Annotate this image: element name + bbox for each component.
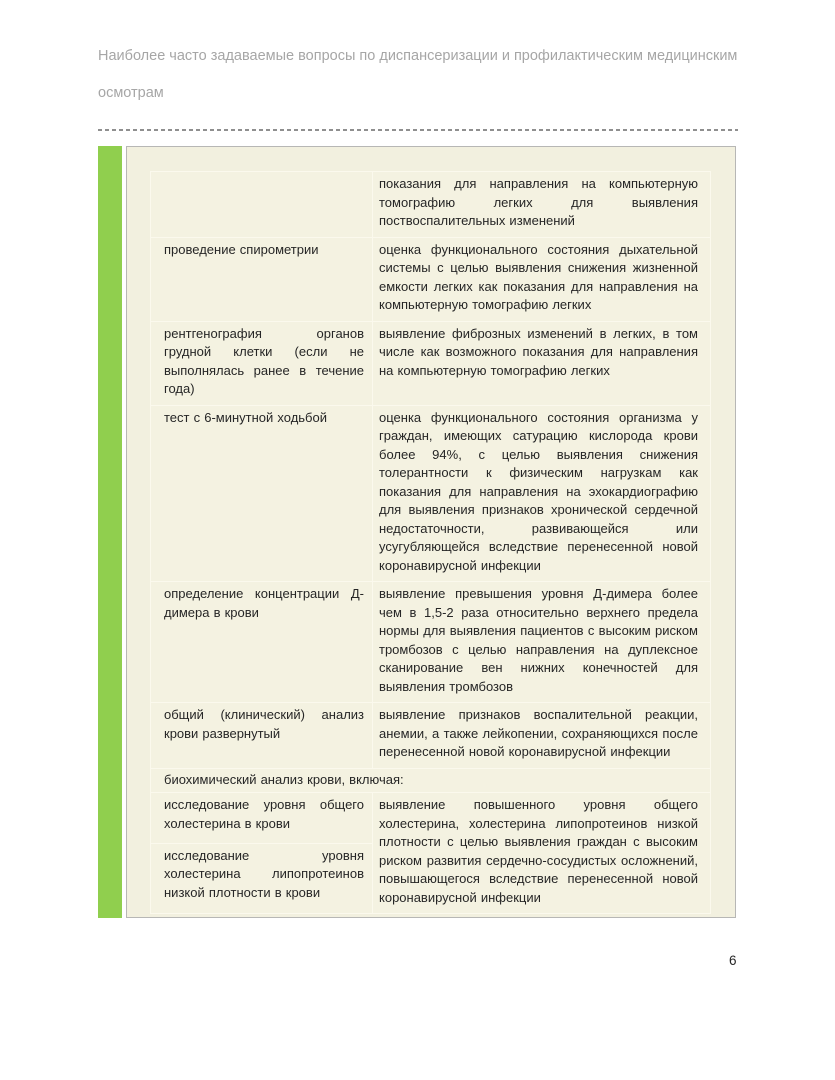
exam-purpose-cell: показания для направления на компьютерную томографию легких для выявления поствоспалительных изменений xyxy=(373,172,711,238)
exam-name-cell: общий (клинический) анализ крови развернутый xyxy=(151,703,373,769)
table-row xyxy=(151,582,711,703)
exam-purpose-cell: выявление повышенного уровня общего холестерина, холестерина липопротеинов низкой плотности с целью выявления граждан с высоким риском развития сердечно-сосудистых осложнений, повышающегося вследствие перенесенной новой коронавирусной инфекции xyxy=(373,793,711,914)
header-line-2: осмотрам xyxy=(98,85,164,101)
exam-name-cell xyxy=(151,172,373,238)
table-row xyxy=(151,793,711,844)
table-row xyxy=(151,321,711,405)
section-header-cell: биохимический анализ крови, включая: xyxy=(151,768,711,793)
header-line-1: Наиболее часто задаваемые вопросы по диспансеризации и профилактическим медицинским xyxy=(98,48,738,64)
exam-name-cell: тест с 6-минутной ходьбой xyxy=(151,405,373,582)
document-header xyxy=(98,46,748,103)
table-row xyxy=(151,237,711,321)
exam-purpose-cell: выявление признаков воспалительной реакции, анемии, а также лейкопении, сохраняющихся после перенесенной новой коронавирусной инфекции xyxy=(373,703,711,769)
exam-purpose-cell: выявление превышения уровня Д-димера более чем в 1,5-2 раза относительно верхнего предела нормы для выявления пациентов с высоким риском тромбозов с целью направления на дуплексное сканирование вен нижних конечностей для выявления тромбозов xyxy=(373,582,711,703)
table-row xyxy=(151,405,711,582)
exam-purpose-cell: оценка функционального состояния дыхательной системы с целью выявления снижения жизненной емкости легких как показания для направления на компьютерную томографию легких xyxy=(373,237,711,321)
green-accent-bar xyxy=(98,146,122,918)
table-row xyxy=(151,172,711,238)
table-row xyxy=(151,703,711,769)
content-panel xyxy=(126,146,736,918)
exam-name-cell: проведение спирометрии xyxy=(151,237,373,321)
exam-name-cell: определение концентрации Д-димера в крови xyxy=(151,582,373,703)
exam-name-cell: исследование уровня холестерина липопротеинов низкой плотности в крови xyxy=(151,843,373,913)
exam-name-cell: исследование уровня общего холестерина в крови xyxy=(151,793,373,844)
exam-purpose-cell: оценка функционального состояния организма у граждан, имеющих сатурацию кислорода крови более 94%, с целью выявления снижения толерантности к физическим нагрузкам как показания для направления на эхокардиографию для выявления признаков хронической сердечной недостаточности, развивающейся или усугубляющейся вследствие перенесенной новой коронавирусной инфекции xyxy=(373,405,711,582)
dashed-divider xyxy=(98,129,738,131)
exam-name-cell: рентгенография органов грудной клетки (если не выполнялась ранее в течение года) xyxy=(151,321,373,405)
page-number: 6 xyxy=(729,953,737,968)
exam-purpose-cell: выявление фиброзных изменений в легких, в том числе как возможного показания для направления на компьютерную томографию легких xyxy=(373,321,711,405)
table-row-section xyxy=(151,768,711,793)
exam-table xyxy=(150,171,711,914)
